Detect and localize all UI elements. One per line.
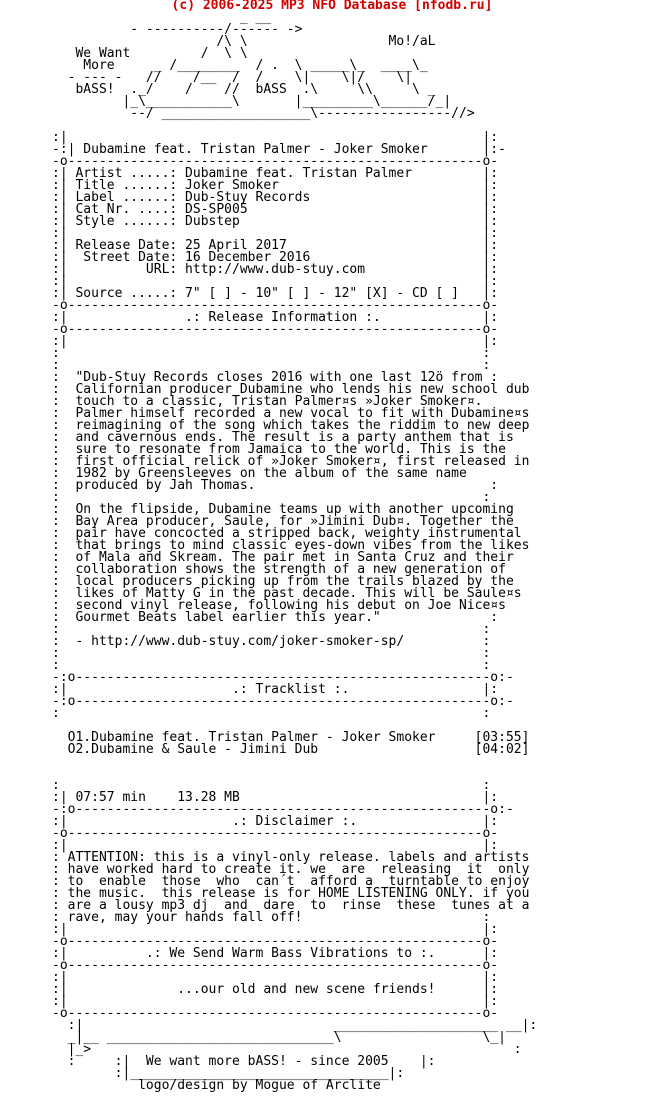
nfo-line: -o-----------------------------------------------------o-: [52, 958, 499, 973]
nfo-line: : On the flipside, Dubamine teams up with another upcoming: [52, 502, 514, 517]
nfo-line: :| Title ......: Joker Smoker |:: [52, 178, 499, 193]
nfo-line: : that brings to mind classic eyes-down vibes from the likes: [52, 538, 530, 553]
nfo-line: logo/design by Mogue of Arclite: [52, 1078, 381, 1093]
nfo-line: : :: [52, 490, 491, 505]
nfo-line: : Palmer himself recorded a new vocal to fit with Dubamine¤s: [52, 406, 530, 421]
nfo-line: :| Source .....: 7" [ ] - 10" [ ] - 12" [X] - CD [ ] |:: [52, 286, 499, 301]
nfo-line: : first official relick of »Joker Smoker¤, first released in: [52, 454, 530, 469]
nfo-line: : :: [52, 346, 491, 361]
nfo-line: : :: [52, 646, 491, 661]
nfo-line: :| .: We Send Warm Bass Vibrations to :. |:: [52, 946, 499, 961]
nfo-line: : :: [52, 658, 491, 673]
nfo-line: O2.Dubamine & Saule - Jimini Dub [04:02]: [52, 742, 530, 757]
nfo-line: :| |:: [52, 970, 499, 985]
nfo-text: [52, 12, 537, 1092]
nfo-line: :| |:: [52, 838, 499, 853]
nfo-line: : "Dub-Stuy Records closes 2016 with one last 12ö from :: [52, 370, 499, 385]
nfo-line: -o-----------------------------------------------------o-: [52, 322, 499, 337]
nfo-line: : :: [52, 358, 491, 373]
nfo-line: -:o-----------------------------------------------------o:-: [52, 694, 514, 709]
nfo-line: : have worked hard to create it. we are releasing it only: [52, 862, 530, 877]
nfo-line: - ----------/------ ->: [52, 22, 303, 37]
nfo-line: -o-----------------------------------------------------o-: [52, 154, 499, 169]
nfo-line: -:o-----------------------------------------------------o:-: [52, 802, 514, 817]
nfo-line: : Gourmet Beats label earlier this year." :: [52, 610, 499, 625]
nfo-line: :| .: Disclaimer :. |:: [52, 814, 499, 829]
nfo-line: :| Label ......: Dub-Stuy Records |:: [52, 190, 499, 205]
nfo-line: : produced by Jah Thomas. :: [52, 478, 499, 493]
nfo-line: : :| We want more bASS! - since 2005 |:: [52, 1054, 436, 1069]
nfo-line: :| URL: http://www.dub-stuy.com |:: [52, 262, 499, 277]
nfo-line: : rave, may your hands fall off! :: [52, 910, 491, 925]
nfo-line: : 1982 by Greensleeves on the album of the same name: [52, 466, 467, 481]
nfo-line: : reimagining of the song which takes the riddim to new deep: [52, 418, 530, 433]
nfo-line: -o-----------------------------------------------------o-: [52, 934, 499, 949]
nfo-line: -o-----------------------------------------------------o-: [52, 826, 499, 841]
nfo-line: :|_________________________________|:: [52, 1066, 405, 1081]
nfo-line: : second vinyl release, following his debut on Joe Nice¤s: [52, 598, 506, 613]
nfo-line: : likes of Matty G in the past decade. This will be Saule¤s: [52, 586, 522, 601]
nfo-line: |_\___________\ |_________\______/_|: [52, 94, 452, 109]
nfo-line: :| Release Date: 25 April 2017 |:: [52, 238, 499, 253]
nfo-line: : :: [52, 778, 491, 793]
nfo-line: : collaboration shows the strength of a new generation of: [52, 562, 506, 577]
nfo-line: :| |:: [52, 130, 499, 145]
nfo-line: /\ \ Mo!/aL: [52, 34, 436, 49]
site-header[interactable]: (c) 2006-2025 MP3 NFO Database [nfodb.ru]: [171, 0, 493, 13]
nfo-line: -:| Dubamine feat. Tristan Palmer - Joker Smoker |:-: [52, 142, 506, 157]
nfo-line: : Bay Area producer, Saule, for »Jimini Dub¤. Together the: [52, 514, 514, 529]
nfo-line: - --- - // /__ / / \| \|/ \|: [52, 70, 413, 85]
nfo-line: : the music. this release is for HOME LISTENING ONLY. if you: [52, 886, 530, 901]
nfo-line: : and cavernous ends. The result is a party anthem that is: [52, 430, 514, 445]
nfo-line: : to enable those who can´t afford a turntable to enjoy: [52, 874, 530, 889]
nfo-line: : :: [52, 622, 491, 637]
nfo-line: :| _____________________ __|:: [52, 1018, 538, 1033]
nfo-line: -:o-----------------------------------------------------o:-: [52, 670, 514, 685]
nfo-line: -o-----------------------------------------------------o-: [52, 298, 499, 313]
nfo-line: : - http://www.dub-stuy.com/joker-smoker-sp/ :: [52, 634, 491, 649]
nfo-line: -o-----------------------------------------------------o-: [52, 1006, 499, 1021]
nfo-line: O1.Dubamine feat. Tristan Palmer - Joker Smoker [03:55]: [52, 730, 530, 745]
nfo-line: : touch to a classic, Tristan Palmer¤s »Joker Smoker¤.: [52, 394, 483, 409]
nfo-line: : local producers picking up from the trails blazed by the: [52, 574, 514, 589]
nfo-line: :| .: Release Information :. |:: [52, 310, 499, 325]
nfo-line: :| Artist .....: Dubamine feat. Tristan Palmer |:: [52, 166, 499, 181]
nfo-line: :| |:: [52, 226, 499, 241]
nfo-line: We Want / \ \: [52, 46, 248, 61]
nfo-line: _|__ _____________________________\ \_|: [52, 1030, 506, 1045]
nfo-line: :| Style ......: Dubstep |:: [52, 214, 499, 229]
nfo-line: : are a lousy mp3 dj and dare to rinse these tunes at a: [52, 898, 530, 913]
nfo-line: --/ ___________________\-----------------//>: [52, 106, 475, 121]
nfo-line: :| .: Tracklist :. |:: [52, 682, 499, 697]
nfo-line: :| Cat Nr. ....: DS-SP005 |:: [52, 202, 499, 217]
nfo-line: bASS! ._/ / // bASS .\ \\ \ _: [52, 82, 436, 97]
nfo-line: : sure to resonate from Jamaica to the world. This is the: [52, 442, 506, 457]
nfo-line: : ATTENTION: this is a vinyl-only release. labels and artists: [52, 850, 530, 865]
nfo-line: :| ...our old and new scene friends! |:: [52, 982, 499, 997]
nfo-line: :| 07:57 min 13.28 MB |:: [52, 790, 499, 805]
nfo-line: :| Street Date: 16 December 2016 |:: [52, 250, 499, 265]
nfo-line: : pair have concocted a stripped back, weighty instrumental: [52, 526, 522, 541]
nfo-line: :| |:: [52, 994, 499, 1009]
nfo-line: : of Mala and Skream. The pair met in Santa Cruz and their: [52, 550, 514, 565]
nfo-line: :| |:: [52, 334, 499, 349]
nfo-line: : Californian producer Dubamine who lends his new school dub: [52, 382, 530, 397]
nfo-line: _ __: [52, 10, 272, 25]
nfo-line: :| |:: [52, 274, 499, 289]
nfo-line: : :: [52, 706, 491, 721]
nfo-line: More _ /________ / . \ _____\_ ____\_: [52, 58, 428, 73]
nfo-line: |_> :: [52, 1042, 522, 1057]
nfo-line: :| |:: [52, 922, 499, 937]
